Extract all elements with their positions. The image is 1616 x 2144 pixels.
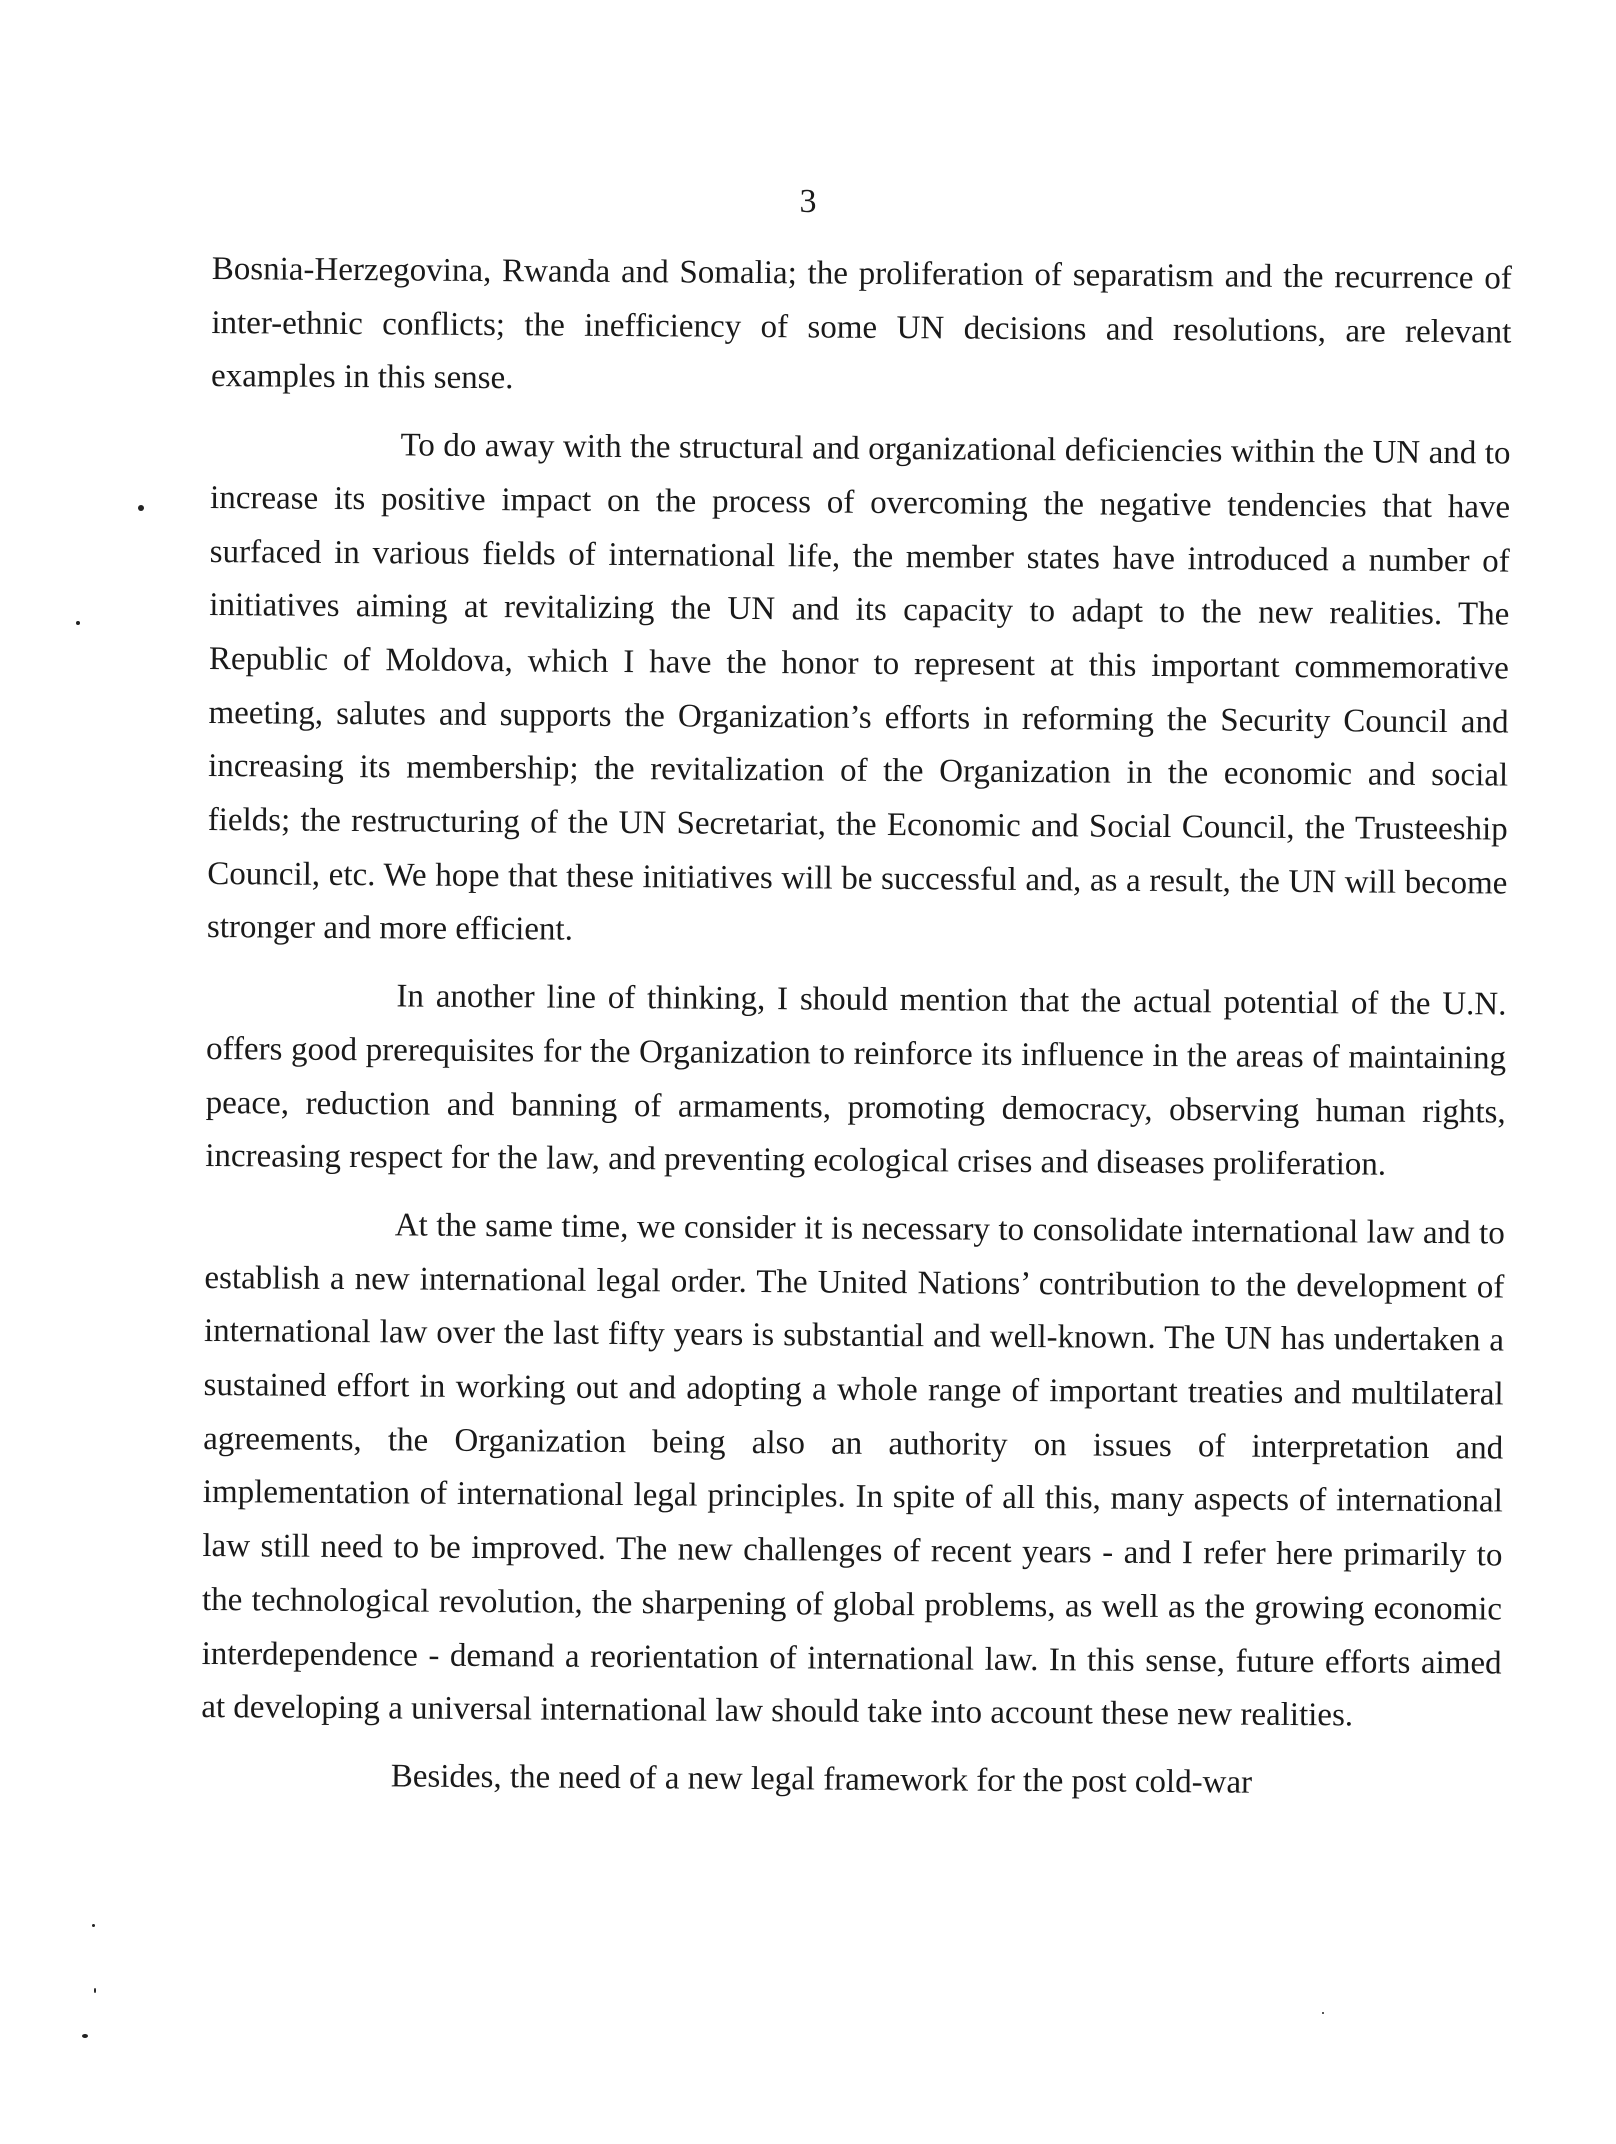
paragraph-5: Besides, the need of a new legal framework for the post cold-war <box>390 1758 1253 1801</box>
scan-speck <box>82 2034 88 2038</box>
paragraph-1: Bosnia-Herzegovina, Rwanda and Somalia; the proliferation of separatism and the recurrence of inter-ethnic conflicts; the inefficiency of some UN decisions and resolutions, are relevant examples in this sense. <box>210 250 1512 397</box>
scan-speck <box>1322 2012 1324 2014</box>
paragraph-2: To do away with the structural and organizational deficiencies within the UN and to increase its positive impact on the process of overcoming the negative tendencies that have surfaced in various fields of international life, the member states have introduced a number of initiatives aiming at revitalizing the UN and its capacity to adapt to the new realities. The Republic of Moldova, which I have the honor to represent at this important commemorative meeting, salutes and supports the Organization’s efforts in reforming the Security Council and increasing its membership; the revitalization of the Organization in the economic and social fields; the restructuring of the UN Secretariat, the Economic and Social Council, the Trusteeship Council, etc. We hope that these initiatives will be successful and, as a result, the UN will become stronger and more efficient. <box>206 427 1511 949</box>
body-text <box>201 243 1512 1812</box>
scan-speck <box>76 621 80 625</box>
paragraph-4: At the same time, we consider it is necessary to consolidate international law and to establish a new international legal order. The United Nations’ contribution to the development of international law over the last fifty years is substantial and well-known. The UN has undertaken a sustained effort in working out and adopting a whole range of important treaties and multilateral agreements, the Organization being also an authority on issues of interpretation and implementation of international legal principles. In spite of all this, many aspects of international law still need to be improved. The new challenges of recent years - and I refer here primarily to the technological revolution, the sharpening of global problems, as well as the growing economic interdependence - demand a reorientation of international law. In this sense, future efforts aimed at developing a universal international law should take into account these new realities. <box>201 1207 1505 1734</box>
scan-speck <box>138 505 144 511</box>
paragraph-3: In another line of thinking, I should mention that the actual potential of the U.N. offers good prerequisites for the Organization to reinforce its influence in the areas of maintaining peace, reduction and banning of armaments, promoting democracy, observing human rights, increasing respect for the law, and preventing ecological crises and diseases proliferation. <box>205 978 1507 1183</box>
scan-speck <box>92 1924 95 1927</box>
page-number: 3 <box>799 183 817 220</box>
scan-speck <box>94 1988 96 1993</box>
